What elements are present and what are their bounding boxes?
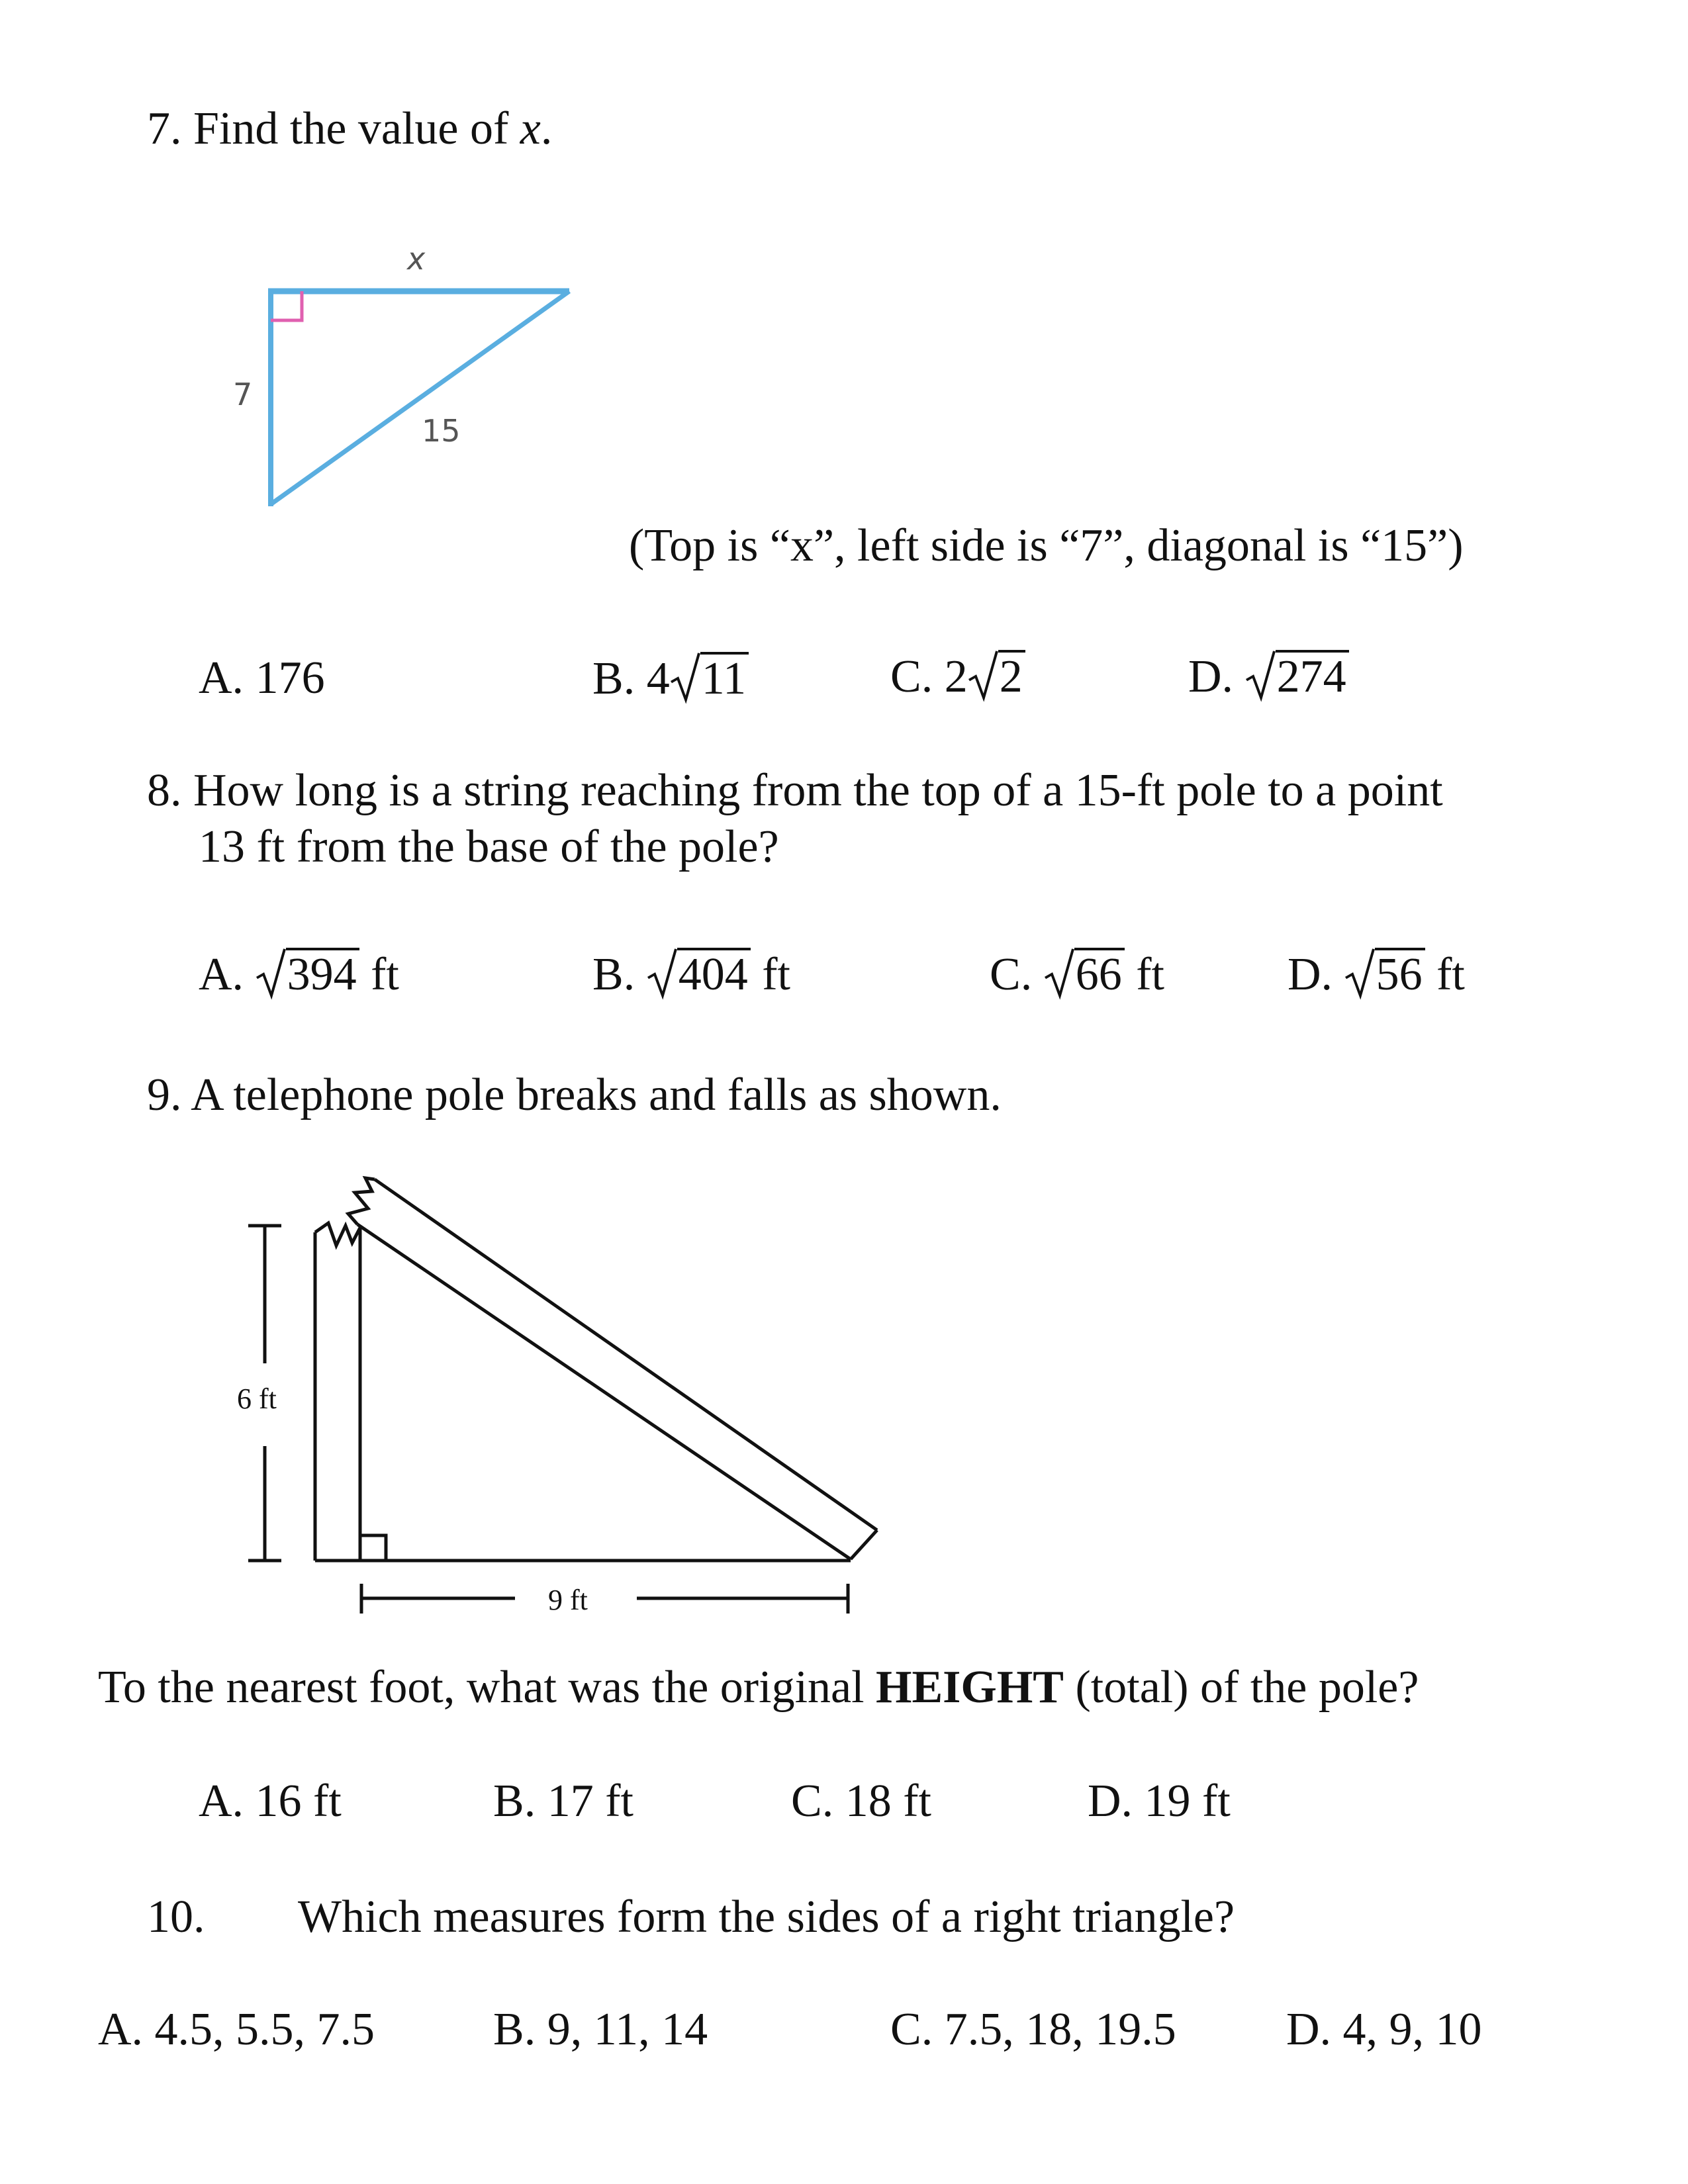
q8-choice-b-unit: ft — [762, 949, 790, 1000]
q7-text-suffix: . — [540, 103, 553, 154]
q9-choice-d: D. 19 ft — [1088, 1776, 1231, 1827]
q10-number: 10. — [147, 1891, 205, 1942]
q7-choice-b-radicand: 11 — [700, 652, 749, 702]
q9-fallen-pole-end — [851, 1530, 877, 1559]
q8-choice-c-unit: ft — [1136, 949, 1164, 1000]
q10-text: Which measures form the sides of a right triangle? — [298, 1891, 1235, 1942]
q9-fallen-pole-break-jagged — [348, 1178, 375, 1224]
q7-choice-d-radicand: 274 — [1276, 650, 1349, 700]
q7-label-15: 15 — [422, 413, 461, 449]
q7-choice-c-letter: C. — [890, 651, 933, 702]
q8-choice-a-unit: ft — [371, 949, 399, 1000]
q9-question — [98, 1664, 1419, 1711]
q10-choice-d: D. 4, 9, 10 — [1286, 2004, 1482, 2055]
q7-text-var: x — [520, 103, 541, 154]
q9-label-height: 6 ft — [237, 1383, 277, 1415]
q7-choice-c-radicand: 2 — [998, 650, 1025, 700]
q9-text: A telephone pole breaks and falls as shown. — [191, 1069, 1002, 1120]
q8-number: 8. — [147, 765, 182, 816]
q10-choice-c: C. 7.5, 18, 19.5 — [890, 2004, 1176, 2055]
q9-fallen-pole-lower-edge — [357, 1224, 851, 1559]
q9-fallen-pole-upper-edge — [375, 1179, 877, 1530]
q9-choice-a: A. 16 ft — [199, 1776, 342, 1827]
q8-choice-d-unit: ft — [1436, 949, 1465, 1000]
q7-choice-a-letter: A. — [199, 653, 244, 704]
q9-number: 9. — [147, 1069, 182, 1120]
q8-choice-c-radicand: 66 — [1074, 948, 1125, 998]
q7-choice-b-coef: 4 — [646, 653, 670, 704]
q8-choice-d-letter: D. — [1288, 949, 1333, 1000]
q10-choice-b: B. 9, 11, 14 — [493, 2004, 708, 2055]
q7-text-prefix: Find the value of — [193, 103, 520, 154]
q9-pole-break-jagged — [315, 1223, 360, 1246]
q9-label-base: 9 ft — [548, 1584, 588, 1616]
q7-label-x: x — [407, 241, 426, 277]
q8-choice-b-letter: B. — [592, 949, 635, 1000]
q8-choice-c-letter: C. — [990, 949, 1033, 1000]
q10-choice-a: A. 4.5, 5.5, 7.5 — [98, 2004, 375, 2055]
q8-choice-d-radicand: 56 — [1375, 948, 1425, 998]
q7-choice-a-value: 176 — [255, 653, 325, 704]
q7-label-7: 7 — [233, 377, 253, 412]
q9-question-suffix: (total) of the pole? — [1064, 1662, 1419, 1713]
q8-choice-b-radicand: 404 — [677, 948, 751, 998]
q7-number: 7. — [147, 103, 182, 154]
q8-choice-a-letter: A. — [199, 949, 244, 1000]
q9-right-angle-mark — [360, 1535, 386, 1561]
q7-choice-d-letter: D. — [1188, 651, 1234, 702]
q7-choice-c-coef: 2 — [944, 651, 968, 702]
q7-choice-b-letter: B. — [592, 653, 635, 704]
q8-choice-a-radicand: 394 — [286, 948, 359, 998]
q8-prompt-line2: 13 ft from the base of the pole? — [199, 821, 779, 872]
q9-choice-c: C. 18 ft — [791, 1776, 931, 1827]
q7-caption: (Top is “x”, left side is “7”, diagonal is “15”) — [629, 520, 1464, 571]
q9-choice-b: B. 17 ft — [493, 1776, 633, 1827]
q8-text-line1: How long is a string reaching from the top of a 15-ft pole to a point — [193, 765, 1443, 816]
q9-question-bold: HEIGHT — [876, 1662, 1064, 1713]
q9-question-prefix: To the nearest foot, what was the original — [98, 1662, 876, 1713]
